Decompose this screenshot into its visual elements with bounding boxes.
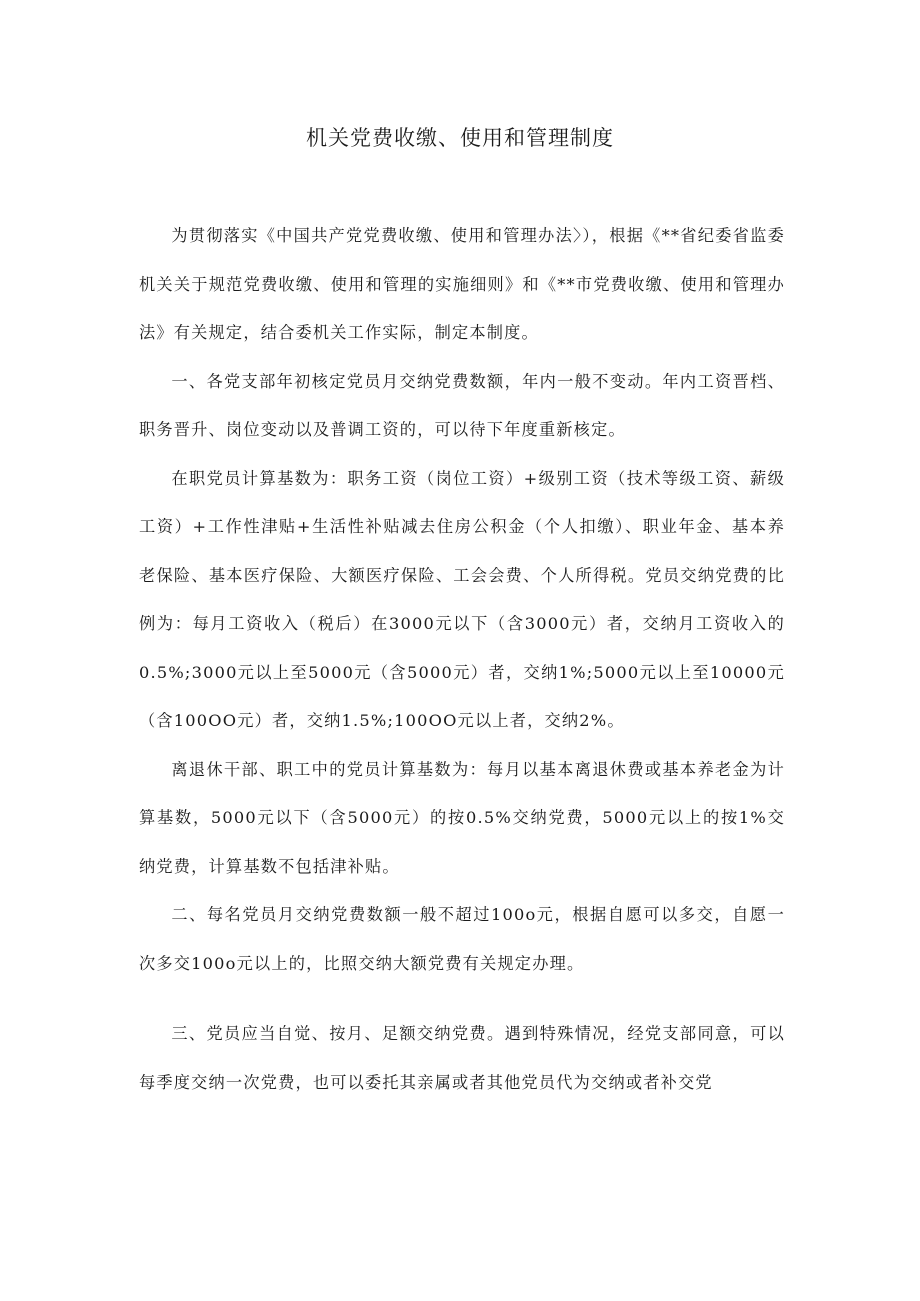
document-title: 机关党费收缴、使用和管理制度 <box>306 126 614 150</box>
document-body <box>139 212 785 1107</box>
paragraph-section-2: 二、每名党员月交纳党费数额一般不超过100o元，根据自愿可以多交，自愿一次多交100o元以上的，比照交纳大额党费有关规定办理。 <box>139 905 785 973</box>
paragraph-section-1: 一、各党支部年初核定党员月交纳党费数额，年内一般不变动。年内工资晋档、职务晋升、岗位变动以及普调工资的，可以待下年度重新核定。 <box>139 371 785 439</box>
paragraph-section-3: 三、党员应当自觉、按月、足额交纳党费。遇到特殊情况，经党支部同意，可以每季度交纳一次党费，也可以委托其亲属或者其他党员代为交纳或者补交党 <box>139 1024 785 1092</box>
paragraph-intro: 为贯彻落实《中国共产党党费收缴、使用和管理办法〉），根据《**省纪委省监委机关关于规范党费收缴、使用和管理的实施细则》和《**市党费收缴、使用和管理办法》有关规定，结合委机关工作实际，制定本制度。 <box>139 226 785 342</box>
paragraph-retiree-base: 离退休干部、职工中的党员计算基数为：每月以基本离退休费或基本养老金为计算基数，5000元以下（含5000元）的按0.5%交纳党费，5000元以上的按1%交纳党费，计算基数不包括津补贴。 <box>139 759 785 876</box>
paragraph-in-service-base: 在职党员计算基数为：职务工资（岗位工资）+级别工资（技术等级工资、薪级工资）+工作性津贴+生活性补贴减去住房公积金（个人扣缴）、职业年金、基本养老保险、基本医疗保险、大额医疗保险、工会会费、个人所得税。党员交纳党费的比例为：每月工资收入（税后）在3000元以下（含3000元）者，交纳月工资收入的0.5%;3000元以上至5000元（含5000元）者，交纳1%;5000元以上至10000元（含100OO元）者，交纳1.5%;100OO元以上者，交纳2%。 <box>139 468 785 730</box>
